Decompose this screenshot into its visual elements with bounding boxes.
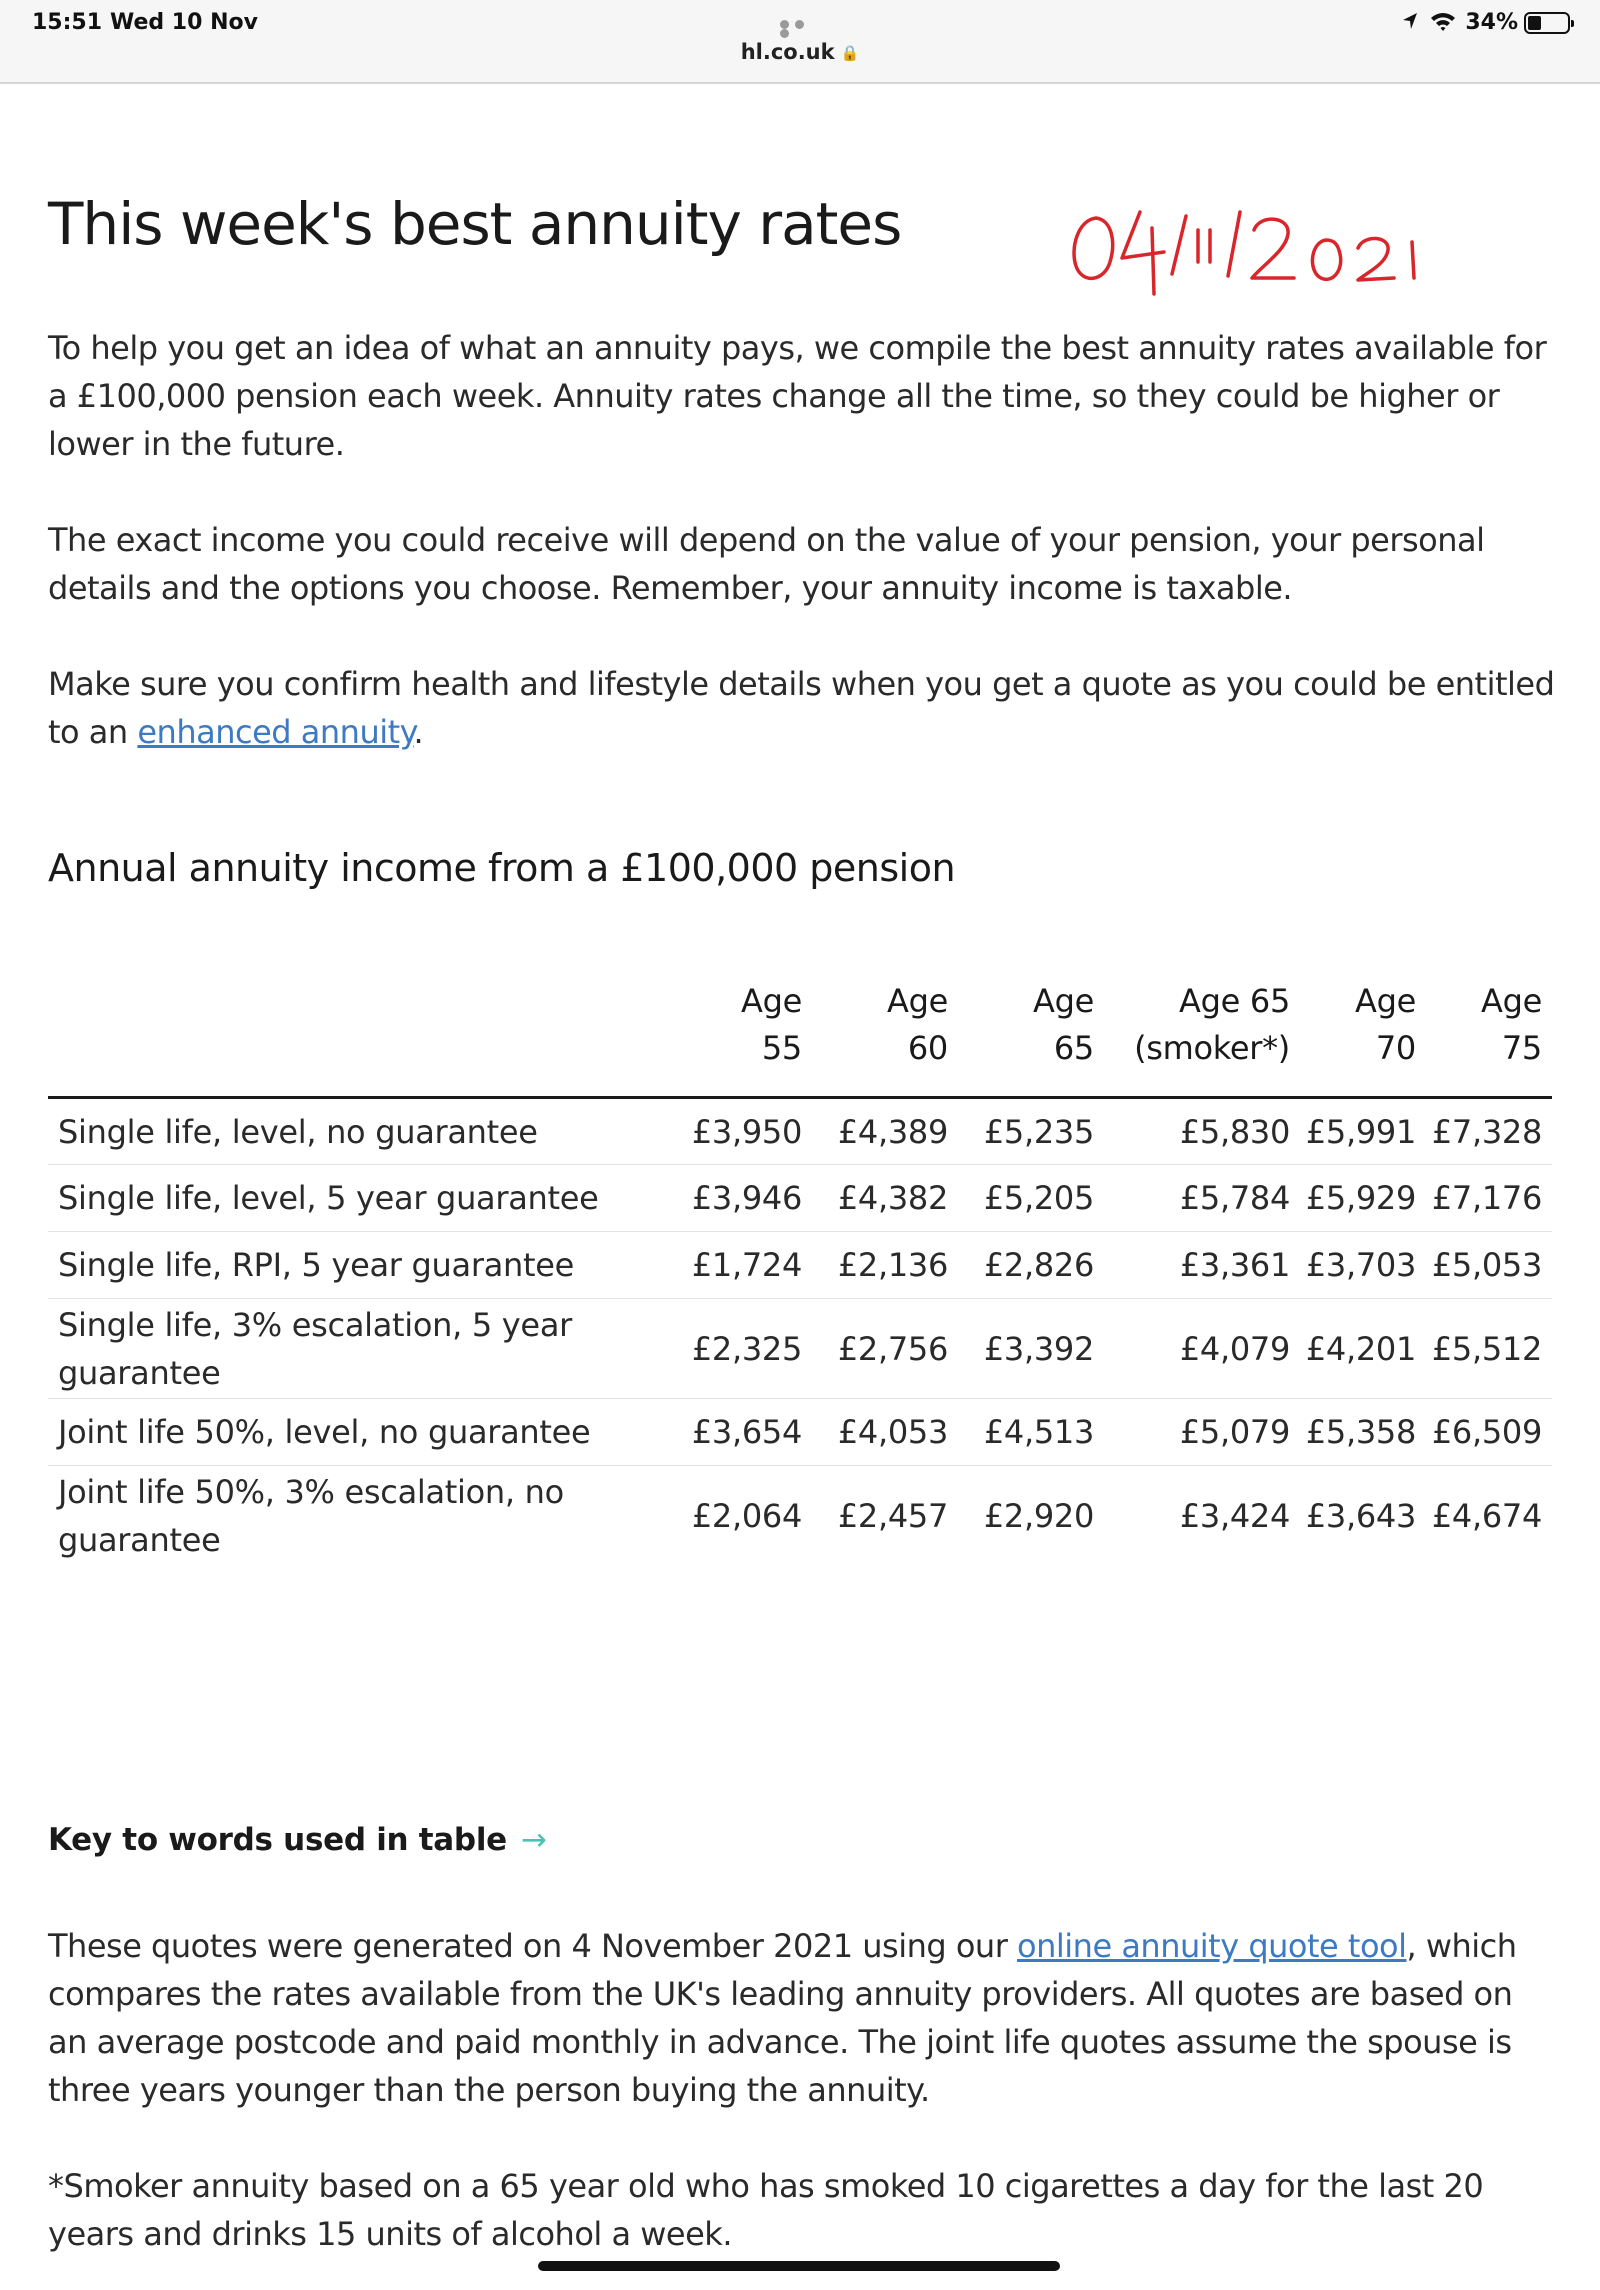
table-cell-value: £5,512 <box>1426 1299 1552 1399</box>
table-cell-value: £3,361 <box>1104 1232 1300 1299</box>
header-line-2: 55 <box>761 1029 802 1067</box>
table-cell-value: £3,654 <box>648 1399 812 1466</box>
intro-paragraph-2: The exact income you could receive will depend on the value of your pension, your personal details and the options you choose. Remember, your annuity income is taxable. <box>48 521 1485 607</box>
row-label: Single life, level, no guarantee <box>48 1098 648 1165</box>
header-line-2: 65 <box>1053 1029 1094 1067</box>
table-cell-value: £2,756 <box>812 1299 958 1399</box>
key-link-label: Key to words used in table <box>48 1822 507 1858</box>
battery-level-fill <box>1528 16 1541 30</box>
header-line-1: Age <box>1481 982 1542 1020</box>
table-cell-value: £5,784 <box>1104 1165 1300 1232</box>
table-cell-value: £5,053 <box>1426 1232 1552 1299</box>
page-title: This week's best annuity rates <box>48 190 902 258</box>
table-cell-value: £6,509 <box>1426 1399 1552 1466</box>
table-cell-value: £5,991 <box>1300 1098 1426 1165</box>
intro-paragraph-3: Make sure you confirm health and lifestyle details when you get a quote as you could be entitled to an enhanced annuity. <box>48 665 1555 751</box>
header-line-1: Age <box>1033 982 1094 1020</box>
table-cell-value: £5,358 <box>1300 1399 1426 1466</box>
table-cell-value: £4,053 <box>812 1399 958 1466</box>
table-cell-value: £4,382 <box>812 1165 958 1232</box>
table-section-title: Annual annuity income from a £100,000 pension <box>48 846 956 890</box>
row-label: Joint life 50%, level, no guarantee <box>48 1399 648 1466</box>
enhanced-annuity-link[interactable]: enhanced annuity <box>137 713 414 751</box>
intro-paragraph-1: To help you get an idea of what an annuity pays, we compile the best annuity rates available for a £100,000 pension each week. Annuity rates change all the time, so they could be higher or lower in the future. <box>48 329 1547 463</box>
browser-status-bar <box>0 0 1600 84</box>
quotes-paragraph: These quotes were generated on 4 November 2021 using our online annuity quote tool, which compares the rates available from the UK's leading annuity providers. All quotes are based on an average postcode and paid monthly in advance. The joint life quotes assume the spouse is three years younger than the person buying the annuity. <box>48 1927 1517 2109</box>
header-line-1: Age <box>1355 982 1416 1020</box>
header-line-1: Age 65 <box>1179 982 1290 1020</box>
table-header-age <box>1426 970 1552 1098</box>
table-cell-value: £5,929 <box>1300 1165 1426 1232</box>
table-cell-value: £3,703 <box>1300 1232 1426 1299</box>
header-line-1: Age <box>887 982 948 1020</box>
table-row <box>48 1098 1552 1165</box>
annuity-rates-table <box>48 970 1552 1566</box>
battery-icon <box>1524 12 1570 34</box>
header-line-2: 75 <box>1501 1029 1542 1067</box>
header-line-2: 60 <box>907 1029 948 1067</box>
table-cell-value: £5,079 <box>1104 1399 1300 1466</box>
table-row <box>48 1399 1552 1466</box>
table-header-row <box>48 970 1552 1098</box>
wifi-icon <box>1429 10 1457 32</box>
table-header-age <box>1104 970 1300 1098</box>
row-label: Single life, RPI, 5 year guarantee <box>48 1232 648 1299</box>
header-line-2: (smoker*) <box>1134 1029 1290 1067</box>
table-cell-value: £4,201 <box>1300 1299 1426 1399</box>
table-cell-value: £3,392 <box>958 1299 1104 1399</box>
location-arrow-icon <box>1401 10 1419 32</box>
table-cell-value: £4,674 <box>1431 1496 1542 1535</box>
table-cell-value: £1,724 <box>648 1232 812 1299</box>
table-header-age <box>958 970 1104 1098</box>
row-label: Joint life 50%, 3% escalation, no guarantee <box>58 1472 564 1559</box>
table-row <box>48 1299 1552 1399</box>
row-label: Single life, 3% escalation, 5 year guarantee <box>48 1299 648 1399</box>
table-cell-value: £4,079 <box>1104 1299 1300 1399</box>
handwritten-date-annotation <box>1068 192 1488 302</box>
header-line-2: 70 <box>1375 1029 1416 1067</box>
table-cell-value: £4,389 <box>812 1098 958 1165</box>
arrow-right-icon: → <box>520 1822 547 1858</box>
table-header-age <box>812 970 958 1098</box>
status-indicators <box>1401 10 1570 36</box>
table-cell-value: £2,064 <box>691 1496 802 1535</box>
home-indicator[interactable] <box>538 2261 1060 2271</box>
table-cell-value: £5,830 <box>1104 1098 1300 1165</box>
table-cell-value: £3,950 <box>648 1098 812 1165</box>
table-cell-value: £3,946 <box>648 1165 812 1232</box>
lock-icon: 🔒 <box>840 44 860 62</box>
key-to-words-link[interactable] <box>48 1822 547 1858</box>
table-cell-value: £5,235 <box>958 1098 1104 1165</box>
table-cell-value: £3,643 <box>1305 1496 1416 1535</box>
status-time: 15:51 <box>32 10 103 35</box>
header-line-1: Age <box>741 982 802 1020</box>
table-header-blank <box>48 970 648 1098</box>
table-cell-value: £2,826 <box>958 1232 1104 1299</box>
url-text: hl.co.uk <box>740 40 835 64</box>
table-header-age <box>1300 970 1426 1098</box>
table-body <box>48 1098 1552 1566</box>
table-cell-value: £7,328 <box>1426 1098 1552 1165</box>
table-row <box>48 1165 1552 1232</box>
status-date: Wed 10 Nov <box>110 10 258 35</box>
table-header-age <box>648 970 812 1098</box>
multitasking-dots-icon[interactable] <box>780 20 824 30</box>
table-cell-value: £5,205 <box>958 1165 1104 1232</box>
row-label: Single life, level, 5 year guarantee <box>48 1165 648 1232</box>
table-row <box>48 1466 1552 1566</box>
table-cell-value: £7,176 <box>1426 1165 1552 1232</box>
table-cell-value: £3,424 <box>1179 1496 1290 1535</box>
table-row <box>48 1232 1552 1299</box>
table-cell-value: £2,136 <box>812 1232 958 1299</box>
table-cell-value: £2,457 <box>837 1496 948 1535</box>
battery-percentage: 34% <box>1465 10 1518 35</box>
address-bar[interactable] <box>0 40 1600 64</box>
table-cell-value: £2,920 <box>983 1496 1094 1535</box>
online-annuity-quote-tool-link[interactable]: online annuity quote tool <box>1017 1927 1407 1965</box>
smoker-footnote: *Smoker annuity based on a 65 year old who has smoked 10 cigarettes a day for the last 20 years and drinks 15 units of alcohol a week. <box>48 2167 1484 2253</box>
table-cell-value: £2,325 <box>648 1299 812 1399</box>
table-cell-value: £4,513 <box>958 1399 1104 1466</box>
